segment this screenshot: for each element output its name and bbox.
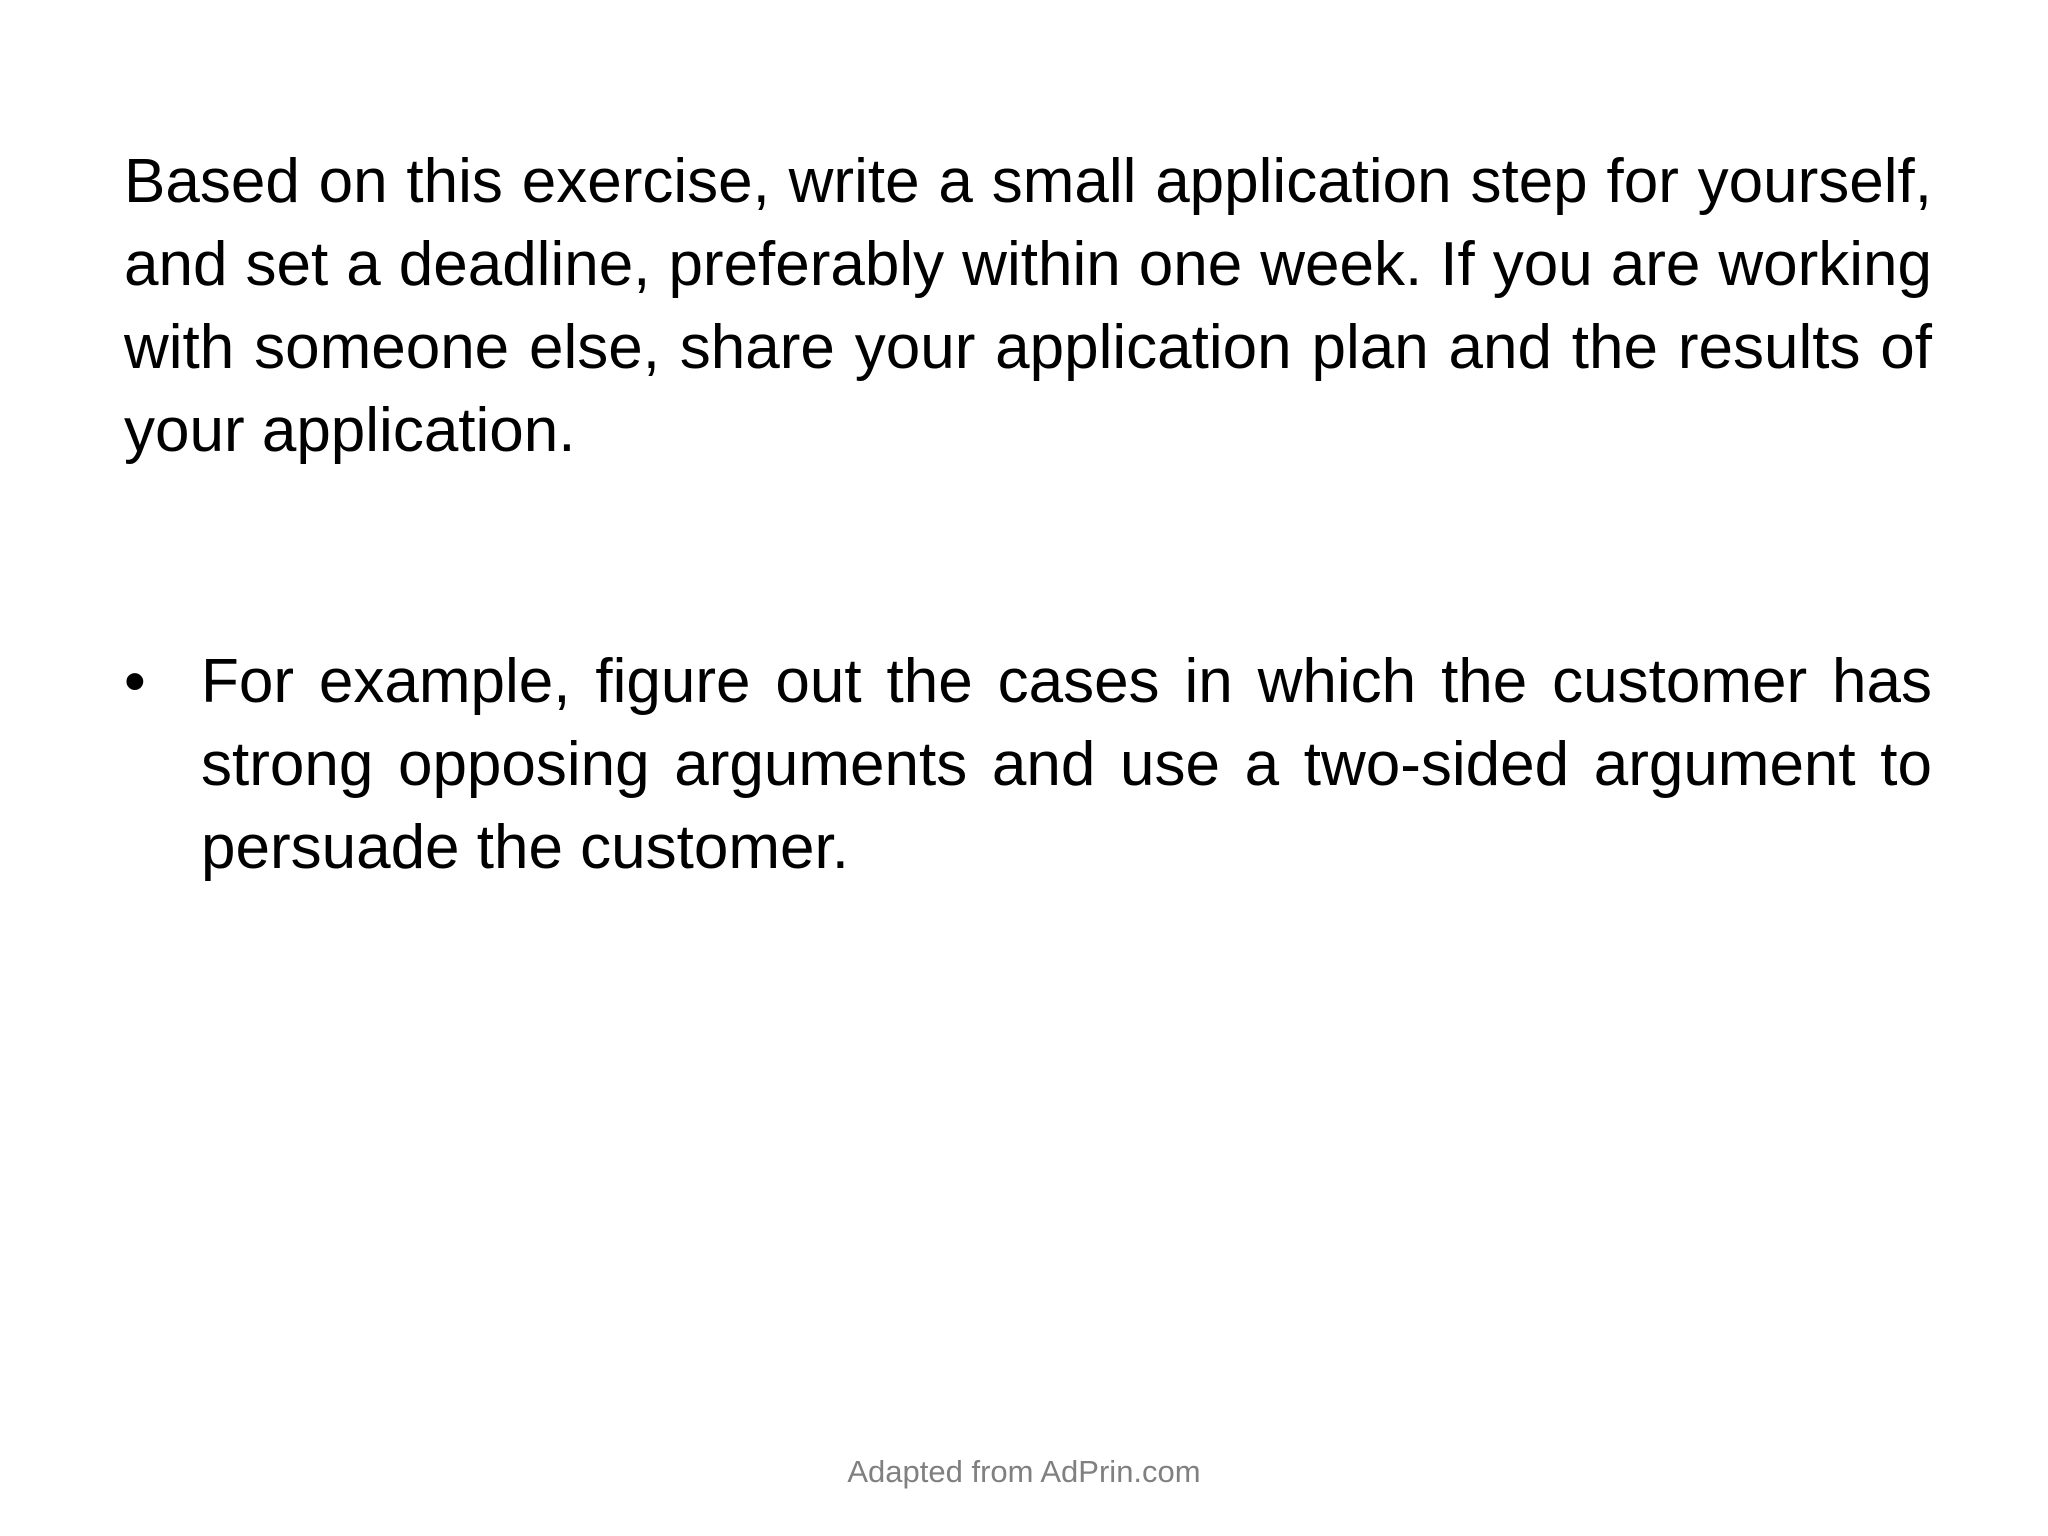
bullet-list: [124, 640, 1932, 889]
bullet-item: [124, 640, 1932, 889]
slide-body: [124, 140, 1932, 472]
bullet-text: For example, figure out the cases in which the customer has strong opposing arguments and use a two-sided argument to persuade the customer.: [201, 647, 1932, 882]
bullet-icon: •: [124, 647, 146, 716]
intro-paragraph: Based on this exercise, write a small application step for yourself, and set a deadline, preferably within one week. If you are working with someone else, share your application plan and the results of your application.: [124, 147, 1932, 465]
footer-credit: Adapted from AdPrin.com: [847, 1454, 1201, 1489]
